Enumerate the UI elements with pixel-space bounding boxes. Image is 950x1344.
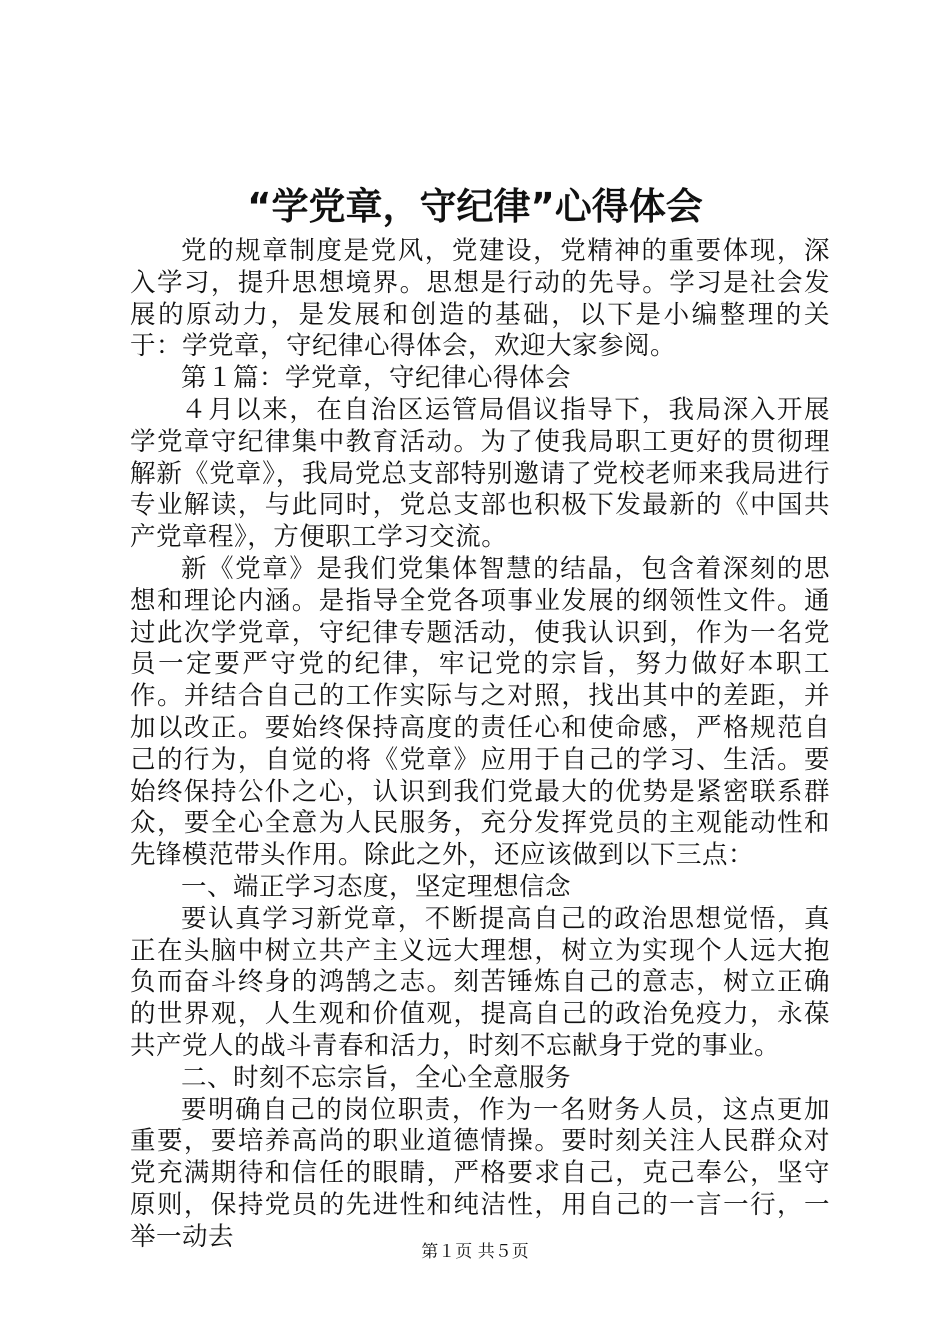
page-number: 第１页 共５页 bbox=[421, 1242, 529, 1262]
paragraph: ４月以来，在自治区运管局倡议指导下，我局深入开展学党章守纪律集中教育活动。为了使我局职工更好的贯彻理解新《党章》，我局党总支部特别邀请了党校老师来我局进行专业解读，与此同时，党总支部也积极下发最新的《中国共产党章程》，方便职工学习交流。 bbox=[130, 394, 830, 553]
paragraph: 要明确自己的岗位职责，作为一名财务人员，这点更加重要，要培养高尚的职业道德情操。要时刻关注人民群众对党充满期待和信任的眼睛，严格要求自己，克己奉公，坚守原则，保持党员的先进性和纯洁性，用自己的一言一行，一举一动去 bbox=[130, 1094, 830, 1252]
paragraph: 要认真学习新党章，不断提高自己的政治思想觉悟，真正在头脑中树立共产主义远大理想，树立为实现个人远大抱负而奋斗终身的鸿鹄之志。刻苦锤炼自己的意志，树立正确的世界观，人生观和价值观，提高自己的政治免疫力，永葆共产党人的战斗青春和活力，时刻不忘献身于党的事业。 bbox=[130, 903, 830, 1061]
document-body bbox=[130, 236, 830, 1254]
paragraph-subheading: 一、端正学习态度，坚定理想信念 bbox=[181, 871, 572, 902]
paragraph: 新《党章》是我们党集体智慧的结晶，包含着深刻的思想和理论内涵。是指导全党各项事业发展的纲领性文件。通过此次学党章，守纪律专题活动，使我认识到，作为一名党员一定要严守党的纪律，牢记党的宗旨，努力做好本职工作。并结合自己的工作实际与之对照，找出其中的差距，并加以改正。要始终保持高度的责任心和使命感，严格规范自己的行为，自觉的将《党章》应用于自己的学习、生活。要始终保持公仆之心，认识到我们党最大的优势是紧密联系群众，要全心全意为人民服务，充分发挥党员的主观能动性和先锋模范带头作用。除此之外，还应该做到以下三点： bbox=[130, 553, 830, 871]
paragraph-section-heading: 第１篇：学党章，守纪律心得体会 bbox=[181, 363, 572, 394]
paragraph-intro: 党的规章制度是党风，党建设，党精神的重要体现，深入学习，提升思想境界。思想是行动的先导。学习是社会发展的原动力，是发展和创造的基础，以下是小编整理的关于：学党章，守纪律心得体会，欢迎大家参阅。 bbox=[130, 236, 830, 362]
paragraph-subheading: 二、时刻不忘宗旨，全心全意服务 bbox=[181, 1062, 572, 1093]
document-title: “学党章，守纪律”心得体会 bbox=[247, 185, 703, 228]
